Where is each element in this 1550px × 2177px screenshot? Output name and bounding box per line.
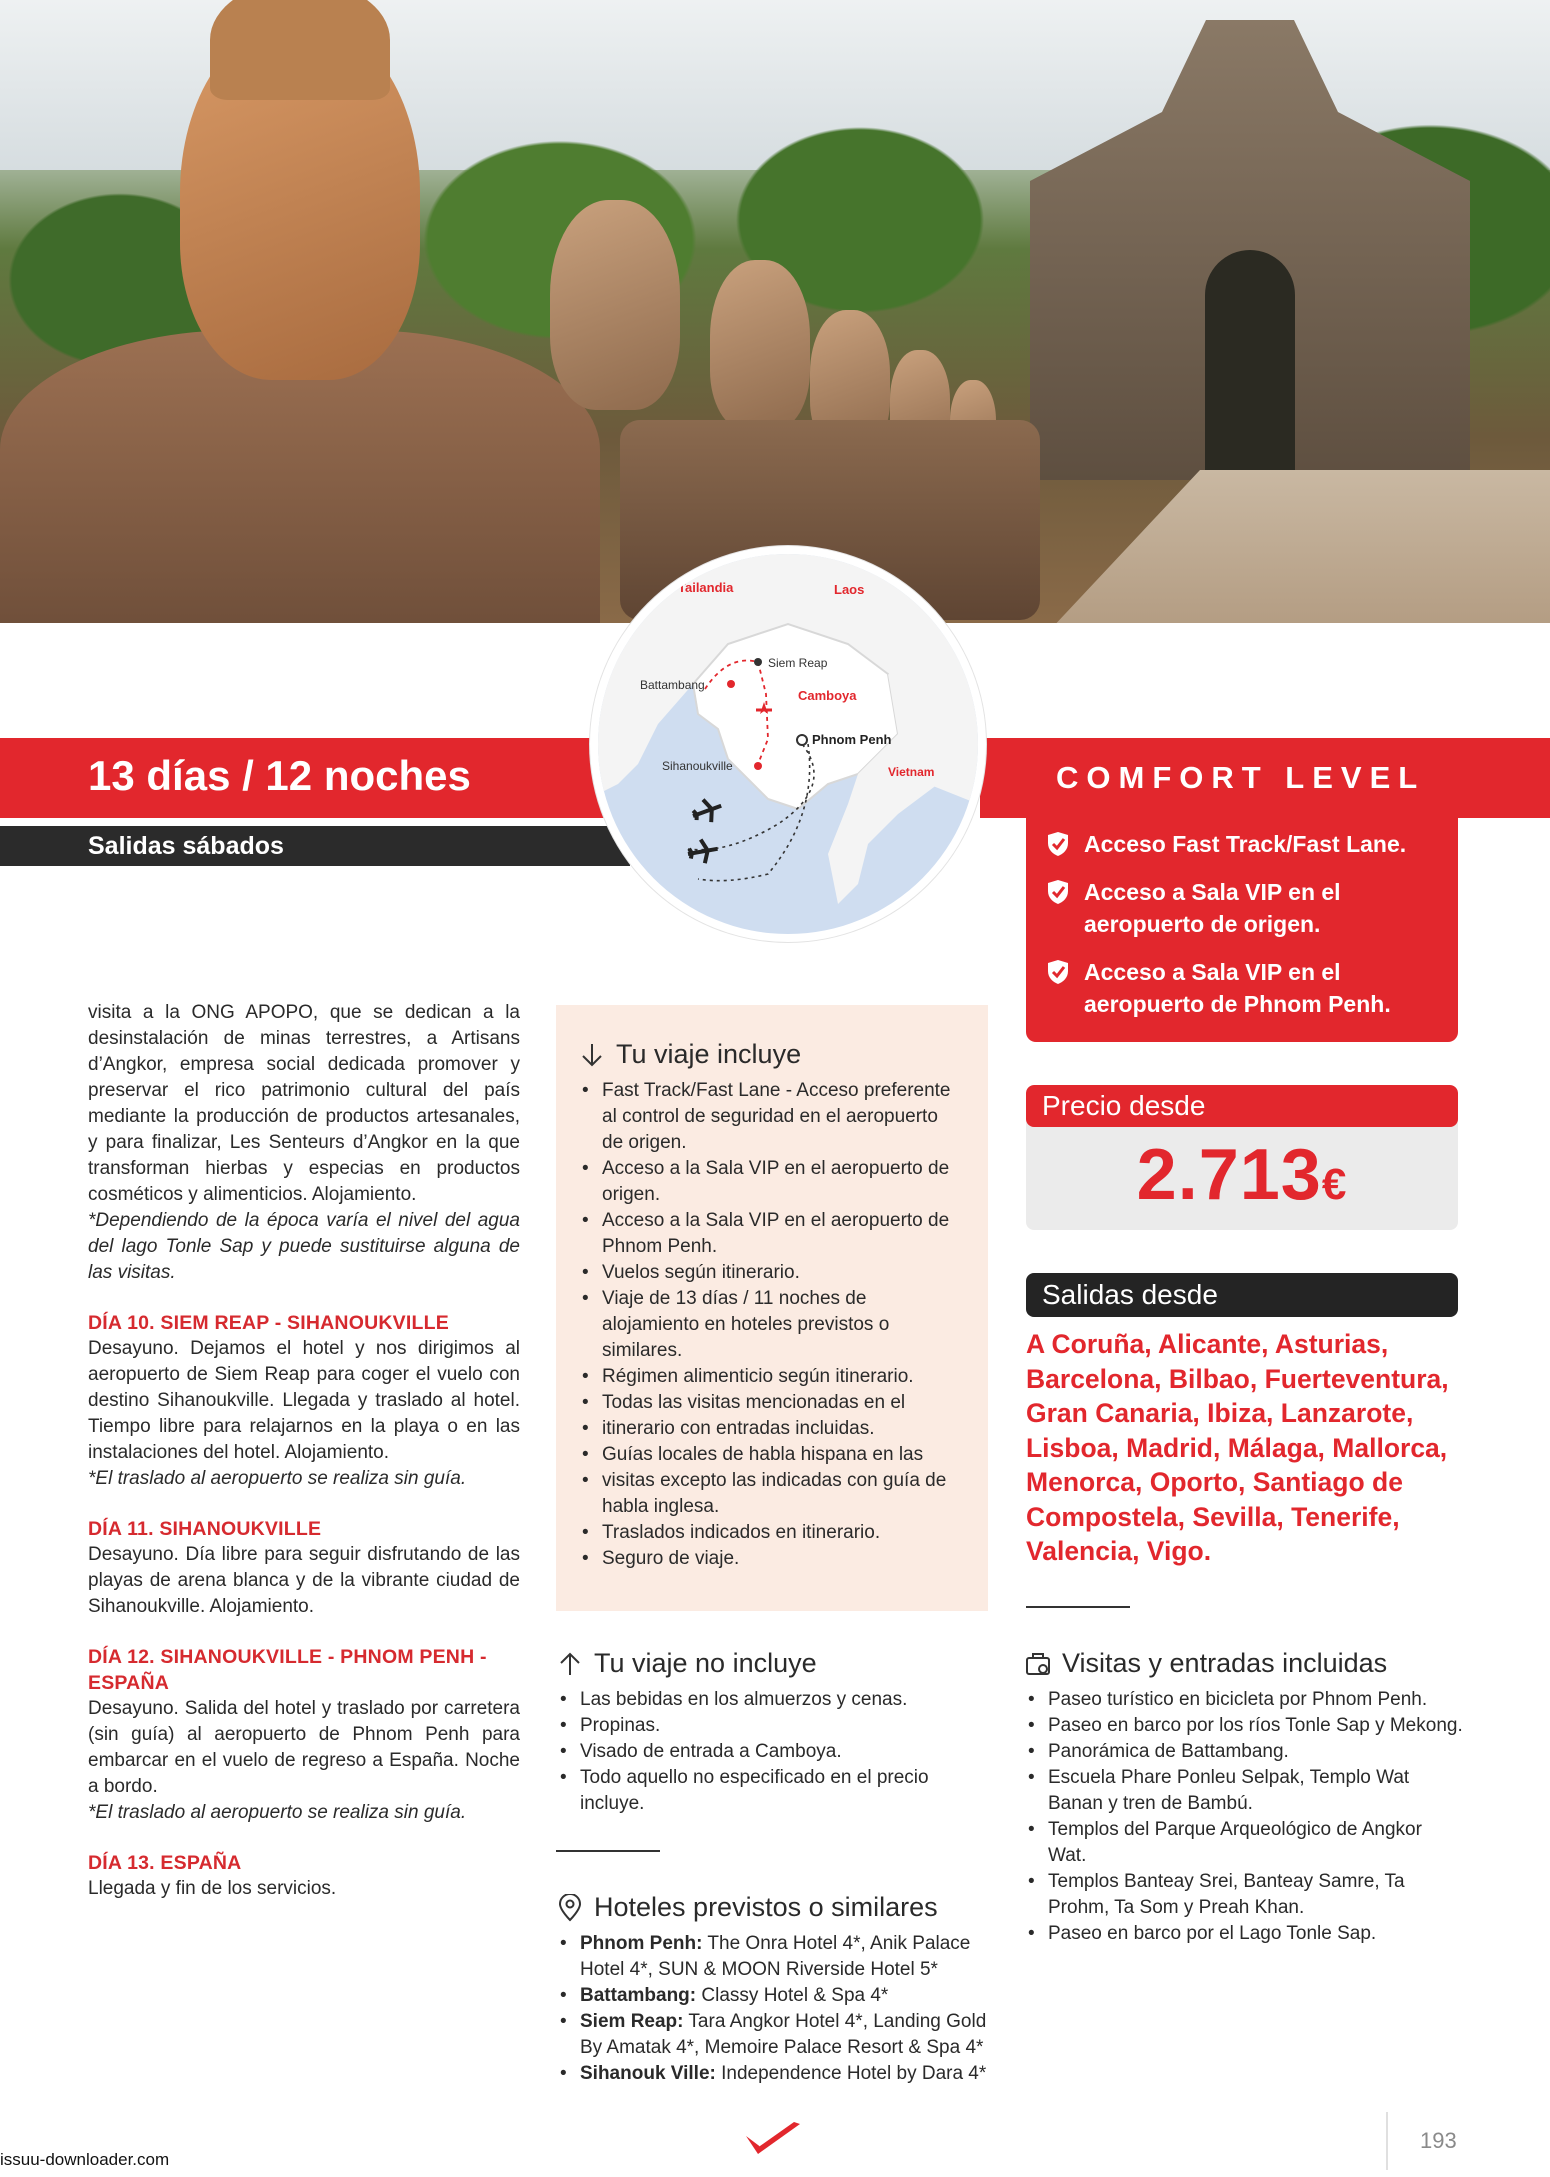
day-text: Desayuno. Dejamos el hotel y nos dirigimos al aeropuerto de Siem Reap para coger el vuelo con destino Sihanoukville. Llegada y traslado al hotel. Tiempo libre para relajarnos en la playa o en las instalaciones del hotel. Alojamiento. <box>88 1338 520 1463</box>
visits-title <box>1024 1648 1464 1679</box>
departure-cities: A Coruña, Alicante, Asturias, Barcelona, Bilbao, Fuerteventura, Gran Canaria, Ibiza, Lanzarote, Lisboa, Madrid, Málaga, Mallorca, Menorca, Oporto, Santiago de Compostela, Sevilla, Tenerife, Valencia, Vigo. <box>1026 1329 1449 1566</box>
list-item: • Paseo en barco por los ríos Tonle Sap y Mekong. <box>1024 1713 1464 1739</box>
ticket-icon <box>1024 1650 1052 1678</box>
hotels-title <box>556 1892 996 1923</box>
not-included-title <box>556 1648 988 1679</box>
list-item: • Acceso a la Sala VIP en el aeropuerto de Phnom Penh. <box>578 1208 962 1260</box>
list-item: • itinerario con entradas incluidas. <box>578 1416 962 1442</box>
page-divider <box>1386 2112 1388 2170</box>
list-item: • Visado de entrada a Camboya. <box>556 1739 988 1765</box>
map-pin-icon <box>556 1894 584 1922</box>
hotels-title-text: Hoteles previstos o similares <box>594 1892 938 1922</box>
departure-days: Salidas sábados <box>88 832 284 860</box>
hotel-names: Classy Hotel & Spa 4* <box>701 1985 889 2006</box>
route-map-svg <box>598 554 978 934</box>
hotel-item <box>556 2009 996 2061</box>
comfort-level-box <box>1026 810 1458 1042</box>
hotel-city: Siem Reap: <box>580 2011 684 2032</box>
list-item: • Todo aquello no especificado en el precio incluye. <box>556 1765 988 1817</box>
shield-check-icon <box>1046 959 1070 985</box>
day-title: DÍA 12. SIHANOUKVILLE - PHNOM PENH - ESPAÑA <box>88 1646 487 1694</box>
list-item: • Todas las visitas mencionadas en el <box>578 1390 962 1416</box>
not-included-section <box>556 1648 988 1817</box>
day-note: *El traslado al aeropuerto se realiza sin guía. <box>88 1468 467 1489</box>
list-item: • Acceso a la Sala VIP en el aeropuerto de origen. <box>578 1156 962 1208</box>
list-item: • Templos Banteay Srei, Banteay Samre, Ta Prohm, Ta Som y Preah Khan. <box>1024 1869 1464 1921</box>
itinerary-column <box>88 1000 520 1902</box>
map-city-sihanoukville: Sihanoukville <box>662 759 733 773</box>
day-text: Desayuno. Día libre para seguir disfrutando de las playas de arena blanca y de la vibrante ciudad de Sihanoukville. Alojamiento. <box>88 1544 520 1617</box>
visits-list <box>1024 1687 1464 1947</box>
list-item: • visitas excepto las indicadas con guía de habla inglesa. <box>578 1468 962 1520</box>
list-item: • Traslados indicados en itinerario. <box>578 1520 962 1546</box>
day-title: DÍA 11. SIHANOUKVILLE <box>88 1518 322 1540</box>
day-text: Desayuno. Salida del hotel y traslado por carretera (sin guía) al aeropuerto de Phnom Penh para embarcar en el vuelo de regreso a España. Noche a bordo. <box>88 1698 520 1797</box>
map-city-siem-reap: Siem Reap <box>768 656 828 670</box>
list-item: • Guías locales de habla hispana en las <box>578 1442 962 1468</box>
visits-section <box>1024 1648 1464 1947</box>
map-label-laos: Laos <box>834 582 865 597</box>
list-item: • Viaje de 13 días / 11 noches de alojamiento en hoteles previstos o similares. <box>578 1286 962 1364</box>
day-text: Llegada y fin de los servicios. <box>88 1878 337 1899</box>
comfort-item <box>1046 828 1438 860</box>
comfort-item <box>1046 876 1438 940</box>
trip-duration: 13 días / 12 noches <box>88 752 471 799</box>
list-item: • Paseo en barco por el Lago Tonle Sap. <box>1024 1921 1464 1947</box>
hotel-item <box>556 1983 996 2009</box>
hotels-section <box>556 1892 996 2087</box>
visits-title-text: Visitas y entradas incluidas <box>1062 1648 1388 1678</box>
comfort-item-text: Acceso a Sala VIP en el aeropuerto de Phnom Penh. <box>1084 959 1391 1017</box>
list-item: • Propinas. <box>556 1713 988 1739</box>
divider <box>1026 1606 1130 1608</box>
brand-logo-icon <box>744 2120 804 2160</box>
route-map <box>590 546 986 942</box>
list-item: • Escuela Phare Ponleu Selpak, Templo Wat Banan y tren de Bambú. <box>1024 1765 1464 1817</box>
shield-check-icon <box>1046 879 1070 905</box>
watermark: issuu-downloader.com <box>0 2150 170 2169</box>
not-included-list <box>556 1687 988 1817</box>
list-item: • Paseo turístico en bicicleta por Phnom Penh. <box>1024 1687 1464 1713</box>
hotel-city: Sihanouk Ville: <box>580 2063 716 2084</box>
included-box <box>556 1005 988 1611</box>
hotel-names: The Onra Hotel 4*, Anik Palace Hotel 4*, SUN & MOON Riverside Hotel 5* <box>580 1933 971 1980</box>
price-number: 2.713 <box>1136 1135 1322 1215</box>
price-label: Precio desde <box>1026 1085 1458 1127</box>
included-list <box>578 1078 962 1572</box>
comfort-level-title: COMFORT LEVEL <box>1056 760 1426 795</box>
list-item: • Fast Track/Fast Lane - Acceso preferente al control de seguridad en el aeropuerto de origen. <box>578 1078 962 1156</box>
day-note: *El traslado al aeropuerto se realiza sin guía. <box>88 1802 467 1823</box>
list-item: • Seguro de viaje. <box>578 1546 962 1572</box>
day-title: DÍA 13. ESPAÑA <box>88 1852 242 1874</box>
list-item: • Régimen alimenticio según itinerario. <box>578 1364 962 1390</box>
divider <box>556 1850 660 1852</box>
map-label-camboya: Camboya <box>798 688 857 703</box>
itinerary-note: *Dependiendo de la época varía el nivel del agua del lago Tonle Sap y puede sustituirse alguna de las visitas. <box>88 1210 520 1283</box>
shield-check-icon <box>1046 831 1070 857</box>
hotels-list <box>556 1931 996 2087</box>
day-title: DÍA 10. SIEM REAP - SIHANOUKVILLE <box>88 1312 449 1334</box>
hotel-names: Independence Hotel by Dara 4* <box>721 2063 987 2084</box>
hotel-city: Phnom Penh: <box>580 1933 703 1954</box>
hero-photo-angkor <box>0 0 1550 623</box>
comfort-item-text: Acceso Fast Track/Fast Lane. <box>1084 831 1407 857</box>
comfort-item <box>1046 956 1438 1020</box>
hotel-names: Tara Angkor Hotel 4*, Landing Gold By Amatak 4*, Memoire Palace Resort & Spa 4* <box>580 2011 987 2058</box>
map-city-battambang: Battambang <box>640 678 705 692</box>
price-currency: € <box>1321 1160 1348 1209</box>
comfort-item-text: Acceso a Sala VIP en el aeropuerto de origen. <box>1084 879 1341 937</box>
hotel-item <box>556 1931 996 1983</box>
price-amount <box>1026 1127 1458 1230</box>
hotel-city: Battambang: <box>580 1985 697 2006</box>
list-item: • Panorámica de Battambang. <box>1024 1739 1464 1765</box>
departures-label: Salidas desde <box>1026 1273 1458 1317</box>
list-item: • Templos del Parque Arqueológico de Angkor Wat. <box>1024 1817 1464 1869</box>
not-included-title-text: Tu viaje no incluye <box>594 1648 817 1678</box>
list-item: • Las bebidas en los almuerzos y cenas. <box>556 1687 988 1713</box>
map-city-phnom-penh: Phnom Penh <box>812 732 892 747</box>
arrow-up-icon <box>556 1650 584 1678</box>
page-number: 193 <box>1420 2128 1457 2153</box>
arrow-down-icon <box>578 1041 606 1069</box>
included-title <box>578 1039 962 1070</box>
hotel-item <box>556 2061 996 2087</box>
price-box <box>1026 1085 1458 1230</box>
list-item: • Vuelos según itinerario. <box>578 1260 962 1286</box>
included-title-text: Tu viaje incluye <box>616 1039 802 1069</box>
itinerary-intro: visita a la ONG APOPO, que se dedican a la desinstalación de minas terrestres, a Artisans d’Angkor, empresa social dedicada promover y preservar el rico patrimonio cultural del país mediante la producción de productos artesanales, y para finalizar, Les Senteurs d’Angkor en la que transforman hierbas y especias en productos cosméticos y alimenticios. Alojamiento. <box>88 1002 520 1205</box>
map-label-vietnam: Vietnam <box>888 765 935 779</box>
map-label-tailandia: Tailandia <box>678 580 734 595</box>
